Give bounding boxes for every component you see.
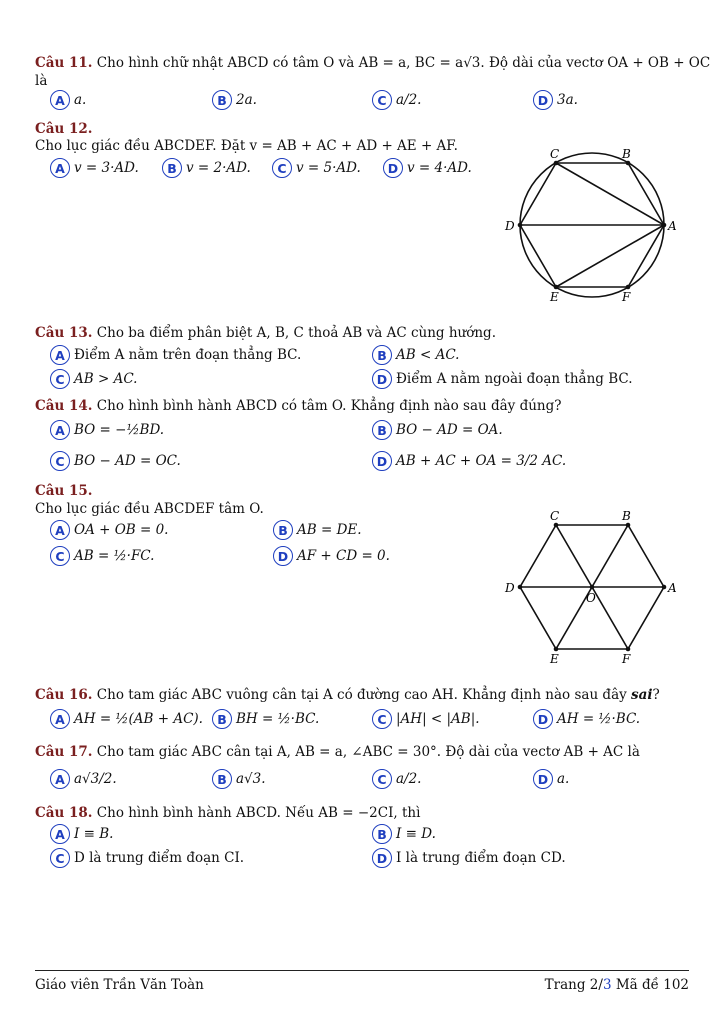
- q15-option-b-text: AB = DE.: [297, 522, 362, 538]
- q18-option-d-text: I là trung điểm đoạn CD.: [396, 850, 566, 866]
- q16-heading: Câu 16.: [35, 687, 93, 703]
- q15-option-c-badge: C: [50, 546, 70, 566]
- q13-option-d-text: Điểm A nằm ngoài đoạn thẳng BC.: [396, 371, 633, 387]
- footer-teacher: Giáo viên Trần Văn Toàn: [35, 977, 204, 993]
- q15-hexagon-figure: [498, 506, 688, 668]
- q18-option-b-text: I ≡ D.: [396, 826, 436, 842]
- q17-option-a[interactable]: [50, 769, 117, 789]
- q13-option-d[interactable]: [372, 369, 633, 389]
- q14-option-a-text: BO = −½BD.: [74, 422, 165, 438]
- q12-option-a-text: v = 3·AD.: [74, 160, 139, 176]
- q16-option-c-text: |AH| < |AB|.: [396, 711, 480, 727]
- q16-option-b-badge: B: [212, 709, 232, 729]
- q16-option-b[interactable]: [212, 709, 319, 729]
- q15-label-d: D: [505, 581, 515, 595]
- q17-option-c-text: a/2.: [396, 771, 422, 787]
- q17-option-a-badge: A: [50, 769, 70, 789]
- q16-option-b-text: BH = ½·BC.: [236, 711, 320, 727]
- q17-option-a-text: a√3/2.: [74, 771, 117, 787]
- q17-option-c[interactable]: [372, 769, 421, 789]
- q17-text: Cho tam giác ABC cân tại A, AB = a, ∠ABC = 30°. Độ dài của vectơ AB + AC là: [96, 744, 640, 760]
- q13-option-c[interactable]: [50, 369, 137, 389]
- q11-option-b[interactable]: [212, 90, 257, 110]
- q12-diagonal-ac: [556, 163, 664, 225]
- q16-option-a[interactable]: [50, 709, 203, 729]
- q15-option-b[interactable]: [273, 520, 362, 540]
- q15-label-o: O: [586, 591, 596, 605]
- q16-stem: [35, 687, 660, 703]
- q12-label-a: A: [668, 219, 677, 233]
- q12-option-d-text: v = 4·AD.: [407, 160, 472, 176]
- q15-text: Cho lục giác đều ABCDEF tâm O.: [35, 501, 264, 517]
- q13-text: Cho ba điểm phân biệt A, B, C thoả AB và AC cùng hướng.: [96, 325, 496, 341]
- q13-option-c-badge: C: [50, 369, 70, 389]
- q18-stem: [35, 805, 420, 821]
- q11-heading: Câu 11.: [35, 55, 93, 71]
- q13-option-a[interactable]: [50, 345, 301, 365]
- q11-option-c-badge: C: [372, 90, 392, 110]
- q12-option-b-text: v = 2·AD.: [186, 160, 251, 176]
- footer-divider: [35, 970, 689, 971]
- q14-option-b[interactable]: [372, 420, 503, 440]
- q12-option-b[interactable]: [162, 158, 251, 178]
- q15-option-c-text: AB = ½·FC.: [74, 548, 155, 564]
- q11-option-b-badge: B: [212, 90, 232, 110]
- q15-label-c: C: [550, 509, 560, 523]
- q12-option-c-badge: C: [272, 158, 292, 178]
- q12-option-a[interactable]: [50, 158, 139, 178]
- q16-option-d-text: AH = ½·BC.: [557, 711, 641, 727]
- q12-option-d[interactable]: [383, 158, 472, 178]
- q14-text: Cho hình bình hành ABCD có tâm O. Khẳng định nào sau đây đúng?: [96, 398, 562, 414]
- q12-label-c: C: [550, 147, 560, 161]
- q11-stem: [35, 55, 710, 71]
- q17-option-d-text: a.: [557, 771, 570, 787]
- q12-diagonal-ae: [556, 225, 664, 287]
- q11-option-a-badge: A: [50, 90, 70, 110]
- q12-label-b: B: [622, 147, 631, 161]
- q13-option-a-badge: A: [50, 345, 70, 365]
- q17-option-c-badge: C: [372, 769, 392, 789]
- q14-option-d-text: AB + AC + OA = 3/2 AC.: [396, 453, 567, 469]
- q13-option-b-badge: B: [372, 345, 392, 365]
- q16-option-d[interactable]: [533, 709, 640, 729]
- q18-option-c[interactable]: [50, 848, 244, 868]
- q12-label-d: D: [505, 219, 515, 233]
- q11-option-c-text: a/2.: [396, 92, 422, 108]
- q13-option-c-text: AB > AC.: [74, 371, 138, 387]
- footer-exam-code: Mã đề 102: [615, 977, 689, 993]
- q13-option-b[interactable]: [372, 345, 459, 365]
- q18-option-c-badge: C: [50, 848, 70, 868]
- q14-option-c-text: BO − AD = OC.: [74, 453, 181, 469]
- q15-option-a-text: OA + OB = 0.: [74, 522, 169, 538]
- footer-page-prefix: Trang 2/: [544, 977, 603, 993]
- q15-option-a[interactable]: [50, 520, 168, 540]
- q18-option-d[interactable]: [372, 848, 566, 868]
- q18-option-d-badge: D: [372, 848, 392, 868]
- q16-option-c[interactable]: [372, 709, 480, 729]
- q17-option-d[interactable]: [533, 769, 569, 789]
- q18-option-a[interactable]: [50, 824, 113, 844]
- footer-page-total: 3: [602, 977, 612, 993]
- q16-tail: ?: [652, 687, 660, 703]
- q17-option-d-badge: D: [533, 769, 553, 789]
- q13-option-d-badge: D: [372, 369, 392, 389]
- q15-label-a: A: [668, 581, 677, 595]
- q12-label-f: F: [622, 290, 631, 304]
- q16-option-c-badge: C: [372, 709, 392, 729]
- q11-option-b-text: 2a.: [236, 92, 257, 108]
- q18-option-a-text: I ≡ B.: [74, 826, 114, 842]
- q11-option-c[interactable]: [372, 90, 421, 110]
- q14-option-d-badge: D: [372, 451, 392, 471]
- q18-text: Cho hình bình hành ABCD. Nếu AB = −2CI, thì: [96, 805, 421, 821]
- q14-option-a[interactable]: [50, 420, 164, 440]
- q11-text: Cho hình chữ nhật ABCD có tâm O và AB = a, BC = a√3. Độ dài của vectơ OA + OB + OC: [96, 55, 711, 71]
- q17-option-b-badge: B: [212, 769, 232, 789]
- q18-option-c-text: D là trung điểm đoạn CI.: [74, 850, 245, 866]
- q11-option-a-text: a.: [74, 92, 87, 108]
- q13-option-a-text: Điểm A nằm trên đoạn thẳng BC.: [74, 347, 302, 363]
- q16-option-d-badge: D: [533, 709, 553, 729]
- q15-option-a-badge: A: [50, 520, 70, 540]
- q11-option-d-text: 3a.: [557, 92, 578, 108]
- q12-hexagon-figure: [498, 143, 688, 305]
- q15-heading: Câu 15.: [35, 483, 93, 499]
- q17-option-b[interactable]: [212, 769, 266, 789]
- q11-option-d[interactable]: [533, 90, 578, 110]
- q11-option-a[interactable]: [50, 90, 86, 110]
- q17-heading: Câu 17.: [35, 744, 93, 760]
- q14-option-c[interactable]: [50, 451, 181, 471]
- q18-heading: Câu 18.: [35, 805, 93, 821]
- q12-label-e: E: [550, 290, 559, 304]
- q16-option-a-badge: A: [50, 709, 70, 729]
- q15-label-b: B: [622, 509, 631, 523]
- q15-option-d-badge: D: [273, 546, 293, 566]
- q12-option-b-badge: B: [162, 158, 182, 178]
- q14-option-b-badge: B: [372, 420, 392, 440]
- q12-option-c-text: v = 5·AD.: [296, 160, 361, 176]
- q12-option-d-badge: D: [383, 158, 403, 178]
- q15-option-d-text: AF + CD = 0.: [297, 548, 390, 564]
- q18-option-b-badge: B: [372, 824, 392, 844]
- q11-option-d-badge: D: [533, 90, 553, 110]
- q13-option-b-text: AB < AC.: [396, 347, 460, 363]
- q11-stem-cont: là: [35, 73, 48, 89]
- q14-option-d[interactable]: [372, 451, 566, 471]
- q15-label-f: F: [622, 652, 631, 666]
- q18-option-a-badge: A: [50, 824, 70, 844]
- q15-option-b-badge: B: [273, 520, 293, 540]
- q12-option-a-badge: A: [50, 158, 70, 178]
- q16-text: Cho tam giác ABC vuông cân tại A có đường cao AH. Khẳng định nào sau đây: [96, 687, 627, 703]
- q13-heading: Câu 13.: [35, 325, 93, 341]
- q12-option-c[interactable]: [272, 158, 361, 178]
- q15-label-e: E: [550, 652, 559, 666]
- q14-option-c-badge: C: [50, 451, 70, 471]
- q14-option-a-badge: A: [50, 420, 70, 440]
- q17-option-b-text: a√3.: [236, 771, 266, 787]
- q17-stem: [35, 744, 640, 760]
- q14-heading: Câu 14.: [35, 398, 93, 414]
- q16-emphasis: sai: [631, 687, 653, 703]
- q14-stem: [35, 398, 562, 414]
- footer-page-info: [545, 977, 689, 993]
- q15-option-c[interactable]: [50, 546, 154, 566]
- q14-option-b-text: BO − AD = OA.: [396, 422, 503, 438]
- q16-option-a-text: AH = ½(AB + AC).: [74, 711, 203, 727]
- q13-stem: [35, 325, 496, 341]
- q12-heading: Câu 12.: [35, 121, 93, 137]
- q15-option-d[interactable]: [273, 546, 390, 566]
- q12-text: Cho lục giác đều ABCDEF. Đặt v = AB + AC + AD + AE + AF.: [35, 138, 458, 154]
- q18-option-b[interactable]: [372, 824, 436, 844]
